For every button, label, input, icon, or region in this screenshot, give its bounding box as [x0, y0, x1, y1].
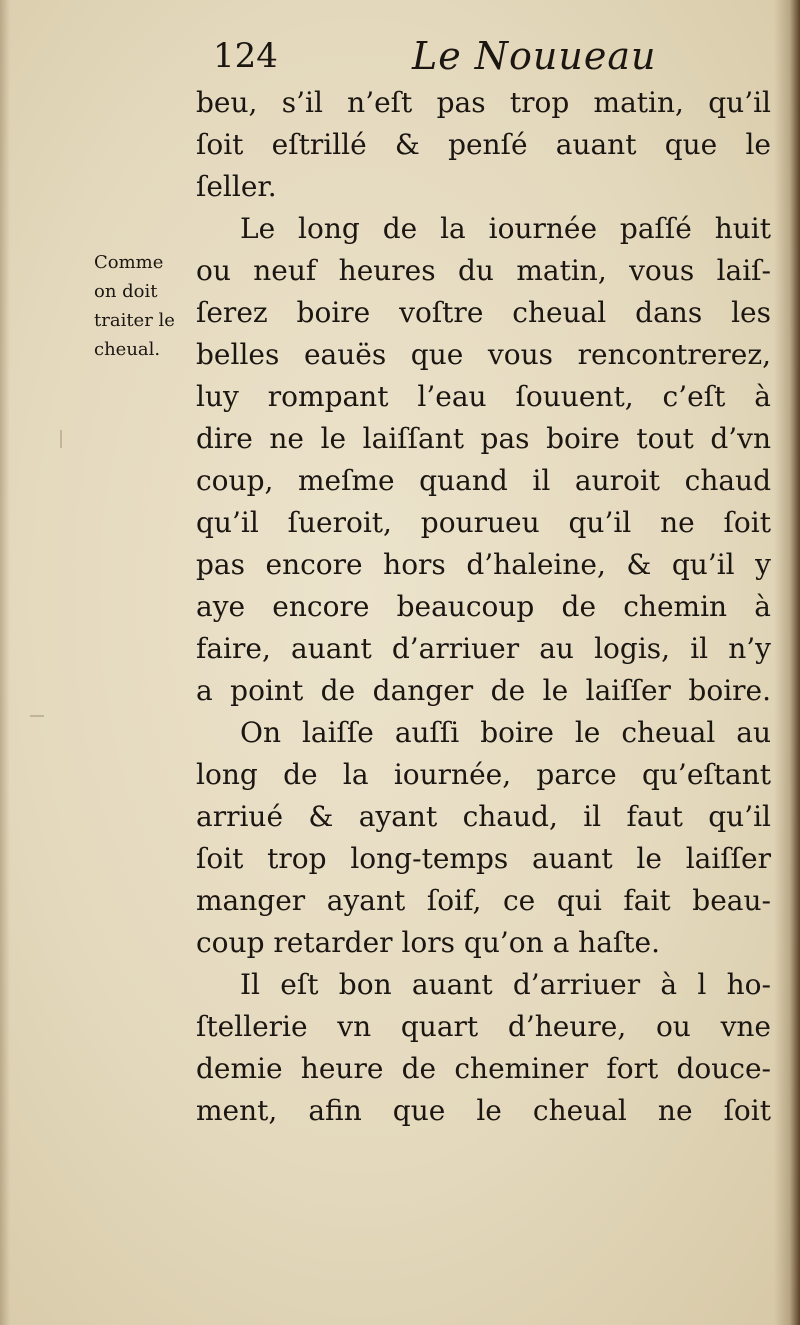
- text-line: Il eſt bon auant d’arriuer à l ho-: [240, 968, 771, 1001]
- paper-mark: [60, 430, 62, 448]
- text-line: arriué & ayant chaud, il faut qu’il: [196, 800, 771, 833]
- text-line: ſoit trop long-temps auant le laiſſer: [196, 842, 771, 875]
- text-line: manger ayant ſoif, ce qui fait beau-: [196, 884, 771, 917]
- text-line: coup retarder lors qu’on a haſte.: [196, 926, 660, 959]
- text-line: faire, auant d’arriuer au logis, il n’y: [196, 632, 771, 665]
- text-line: qu’il ſueroit, pourueu qu’il ne ſoit: [196, 506, 771, 539]
- page-edge-shadow: [774, 0, 800, 1325]
- text-line: dire ne le laiſſant pas boire tout d’vn: [196, 422, 771, 455]
- text-line: aye encore beaucoup de chemin à: [196, 590, 771, 623]
- margin-note-line: cheual.: [94, 339, 161, 360]
- running-header: [0, 36, 800, 86]
- text-line: Le long de la iournée paſſé huit: [240, 212, 771, 245]
- text-line: ment, afin que le cheual ne ſoit: [196, 1094, 771, 1127]
- page-number: 124: [213, 36, 278, 76]
- text-line: coup, meſme quand il auroit chaud: [196, 464, 771, 497]
- margin-note-line: Comme: [94, 252, 164, 273]
- text-line: ſeller.: [196, 170, 277, 203]
- text-line: belles eauës que vous rencontrerez,: [196, 338, 771, 371]
- text-line: On laiſſe auſſi boire le cheual au: [240, 716, 771, 749]
- text-line: ou neuf heures du matin, vous laiſ-: [196, 254, 771, 287]
- body-text: [196, 82, 771, 1132]
- text-line: ſtellerie vn quart d’heure, ou vne: [196, 1010, 771, 1043]
- marginal-note: [94, 248, 206, 364]
- text-line: beu, s’il n’eſt pas trop matin, qu’il: [196, 86, 771, 119]
- text-line: demie heure de cheminer fort douce-: [196, 1052, 771, 1085]
- margin-note-line: traiter le: [94, 310, 175, 331]
- text-line: luy rompant l’eau ſouuent, c’eſt à: [196, 380, 771, 413]
- text-line: ſoit eſtrillé & penſé auant que le: [196, 128, 771, 161]
- paper-mark: [30, 715, 44, 717]
- margin-note-line: on doit: [94, 281, 158, 302]
- page-gutter-shadow: [0, 0, 10, 1325]
- text-line: pas encore hors d’haleine, & qu’il y: [196, 548, 771, 581]
- running-title: Le Nouueau: [412, 34, 657, 78]
- text-line: long de la iournée, parce qu’eſtant: [196, 758, 771, 791]
- text-line: ſerez boire voſtre cheual dans les: [196, 296, 771, 329]
- text-line: a point de danger de le laiſſer boire.: [196, 674, 771, 707]
